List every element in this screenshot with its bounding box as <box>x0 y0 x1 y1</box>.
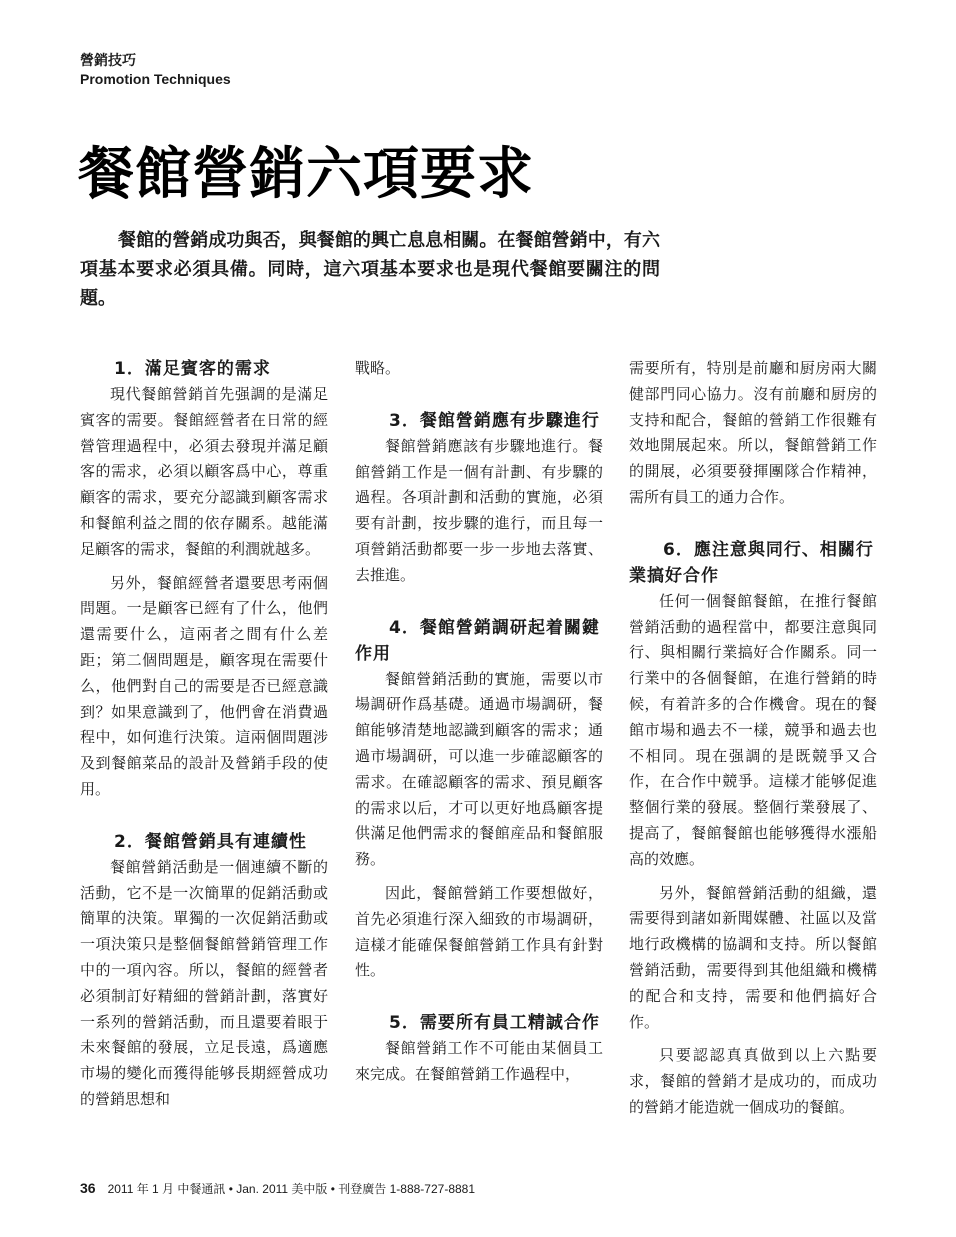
footer-text: 2011 年 1 月 中餐通訊 • Jan. 2011 美中版 • 刊登廣告 1-888-727-8881 <box>107 1182 476 1196</box>
heading-6: 6．應注意與同行、相關行業搞好合作 <box>629 539 874 586</box>
paragraph: 另外，餐館營銷活動的組織，還需要得到諸如新聞媒體、社區以及當地行政機構的協調和支持。所以餐館營銷活動，需要得到其他組織和機構的配合和支持，需要和他們搞好合作。 <box>629 883 877 1031</box>
heading-5: 5．需要所有員工精誠合作 <box>389 1013 600 1034</box>
section-label-zh: 營銷技巧 <box>80 53 136 69</box>
heading-1: 1．滿足賓客的需求 <box>114 359 271 379</box>
paragraph: 只要認認真真做到以上六點要求，餐館的營銷才是成功的，而成功的營銷才能造就一個成功的餐館。 <box>629 1046 877 1116</box>
column-1 <box>80 356 328 1113</box>
section-label-en: Promotion Techniques <box>80 71 231 87</box>
paragraph: 另外，餐館經營者還要思考兩個問題。一是顧客已經有了什么，他們還需要什么，這兩者之間有什么差距；第二個問題是，顧客現在需要什么，他們對自己的需要是否已經意識到？如果意識到了，他們會在消費過程中，如何進行決策。這兩個問題涉及到餐館菜品的設計及營銷手段的使用。 <box>80 573 328 798</box>
heading-2: 2．餐館營銷具有連續性 <box>114 831 307 852</box>
paragraph: 戰略。 <box>355 359 401 377</box>
column-3 <box>629 356 877 1121</box>
paragraph: 現代餐館營銷首先强調的是滿足賓客的需要。餐館經營者在日常的經營管理過程中，必須去發現并滿足顧客的需求，必須以顧客爲中心，尊重顧客的需求，要充分認識到顧客需求和餐館利益之間的依存關系。越能滿足顧客的需求，餐館的利潤就越多。 <box>80 385 328 558</box>
heading-4: 4．餐館營銷調研起着關鍵作用 <box>355 617 600 664</box>
paragraph: 餐館營銷工作不可能由某個員工來完成。在餐館營銷工作過程中， <box>355 1039 603 1083</box>
paragraph: 餐館營銷應該有步驟地進行。餐館營銷工作是一個有計劃、有步驟的過程。各項計劃和活動的實施，必須要有計劃，按步驟的進行，而且每一項營銷活動都要一步一步地去落實、去推進。 <box>355 436 603 584</box>
heading-3: 3．餐館營銷應有步驟進行 <box>389 410 600 431</box>
page-footer <box>80 1180 475 1197</box>
paragraph: 任何一個餐館餐館，在推行餐館營銷活動的過程當中，都要注意與同行、與相關行業搞好合作關系。同一行業中的各個餐館，在進行營銷的時候，有着許多的合作機會。現在的餐館市場和過去不一樣，競爭和過去也不相同。現在强調的是既競爭又合作，在合作中競爭。這樣才能够促進整個行業的發展。整個行業發展了、提高了，餐館餐館也能够獲得水漲船高的效應。 <box>629 591 877 868</box>
section-tag <box>80 52 231 88</box>
paragraph: 因此，餐館營銷工作要想做好，首先必須進行深入細致的市場調研，這樣才能確保餐館營銷工作具有針對性。 <box>355 883 603 980</box>
paragraph: 餐館營銷活動的實施，需要以市場調研作爲基礎。通過市場調研，餐館能够清楚地認識到顧客的需求；通過市場調研，可以進一步確認顧客的需求。在確認顧客的需求、預見顧客的需求以后，才可以更好地爲顧客提供滿足他們需求的餐館産品和餐館服務。 <box>355 669 603 869</box>
paragraph: 需要所有，特別是前廳和厨房兩大關健部門同心協力。沒有前廳和厨房的支持和配合，餐館的營銷工作很難有效地開展起來。所以，餐館營銷工作的開展，必須要發揮團隊合作精神，需所有員工的通力合作。 <box>629 359 877 506</box>
paragraph: 餐館營銷活動是一個連續不斷的活動，它不是一次簡單的促銷活動或簡單的決策。單獨的一次促銷活動或一項決策只是整個餐館營銷管理工作中的一項內容。所以，餐館的經營者必須制訂好精細的營銷計劃，落實好一系列的營銷活動，而且還要着眼于未來餐館的發展，立足長遠，爲適應市場的變化而獲得能够長期經營成功的營銷思想和 <box>80 857 328 1108</box>
article-lede: 餐館的營銷成功與否，與餐館的興亡息息相關。在餐館營銷中，有六項基本要求必須具備。同時，這六項基本要求也是現代餐館要關注的問題。 <box>80 230 660 309</box>
page-number: 36 <box>80 1180 96 1196</box>
column-2 <box>355 356 603 1088</box>
article-title: 餐館營銷六項要求 <box>78 141 534 207</box>
